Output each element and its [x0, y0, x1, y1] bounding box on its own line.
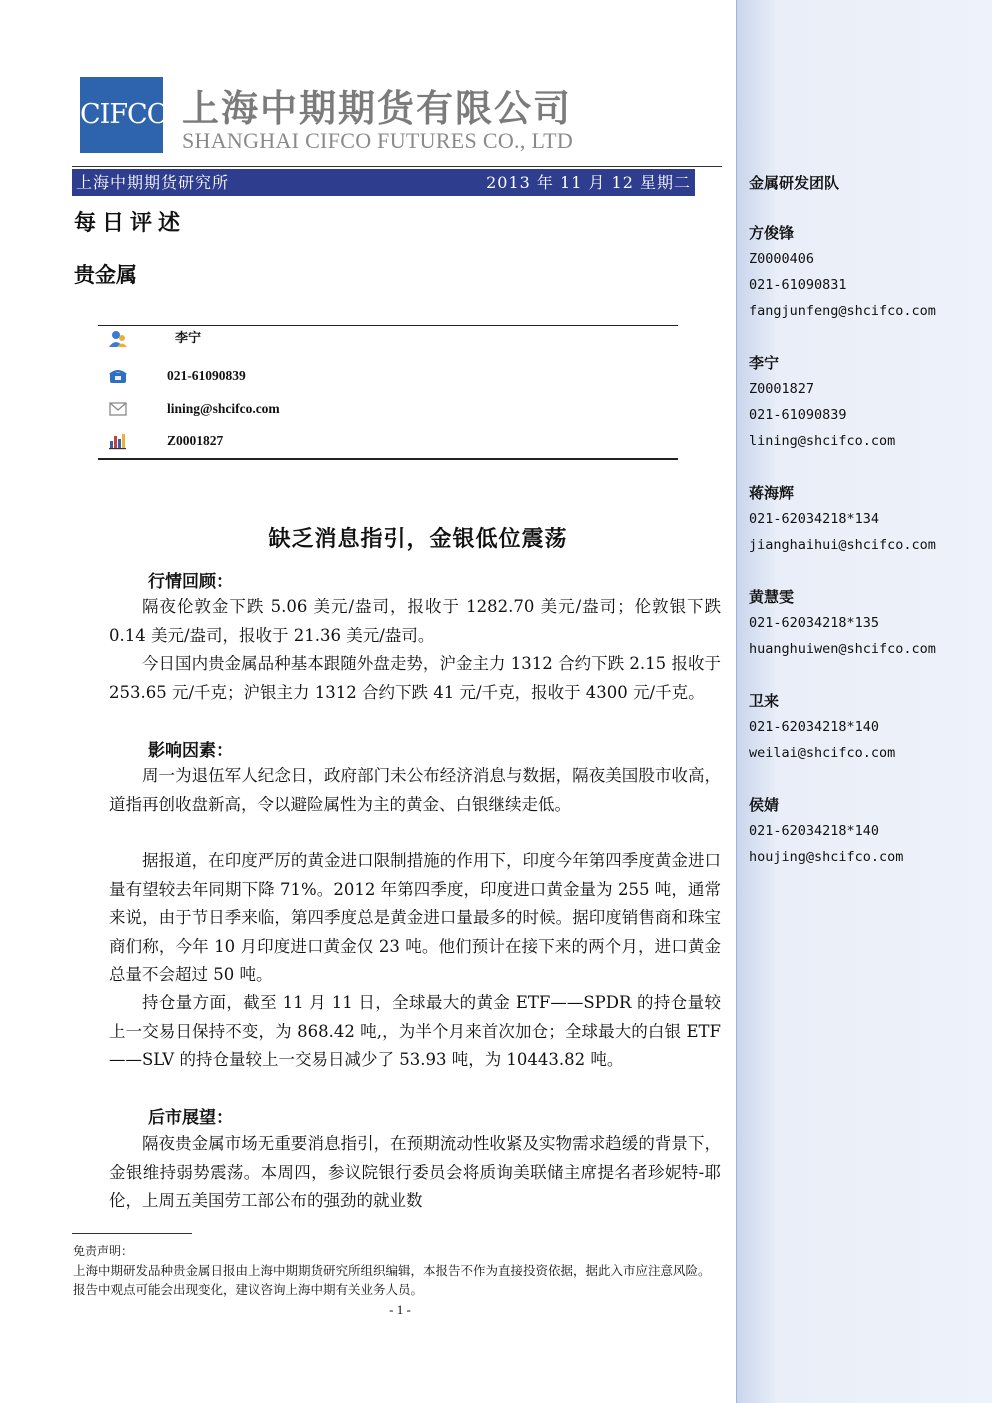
footer-divider	[72, 1233, 192, 1234]
header-divider	[72, 166, 722, 167]
member-email[interactable]: huanghuiwen@shcifco.com	[749, 641, 936, 657]
section-heading-review: 行情回顾：	[148, 572, 233, 592]
member-license: Z0000406	[749, 251, 815, 267]
member-name: 侯婧	[749, 796, 780, 814]
member-email[interactable]: lining@shcifco.com	[749, 433, 896, 449]
phone-icon	[108, 367, 128, 385]
company-name-en: SHANGHAI CIFCO FUTURES CO., LTD	[182, 128, 574, 153]
member-name: 李宁	[749, 354, 780, 372]
member-phone: 021-62034218*140	[749, 719, 880, 735]
member-name: 黄慧雯	[749, 588, 795, 606]
institute-bar	[72, 169, 695, 196]
member-phone: 021-61090831	[749, 277, 847, 293]
author-name: 李宁	[175, 331, 202, 346]
member-email[interactable]: weilai@shcifco.com	[749, 745, 896, 761]
section-heading-factors: 影响因素：	[148, 741, 233, 761]
team-member	[749, 480, 936, 558]
paragraph-review-1: 隔夜伦敦金下跌 5.06 美元/盎司，报收于 1282.70 美元/盎司；伦敦银下跌 0.14 美元/盎司，报收于 21.36 美元/盎司。	[109, 597, 721, 645]
person-icon	[108, 330, 128, 348]
paragraph-review-2: 今日国内贵金属品种基本跟随外盘走势，沪金主力 1312 合约下跌 2.15 报收于 253.65 元/千克；沪银主力 1312 合约下跌 41 元/千克，报收于 4300 元/千克。	[109, 654, 721, 702]
team-member	[749, 584, 936, 662]
member-email[interactable]: jianghaihui@shcifco.com	[749, 537, 936, 553]
author-email[interactable]: lining@shcifco.com	[167, 401, 280, 416]
page-number: - 1 -	[389, 1302, 411, 1317]
member-phone: 021-62034218*135	[749, 615, 880, 631]
paragraph-factors-1: 周一为退伍军人纪念日，政府部门未公布经济消息与数据，隔夜美国股市收高，道指再创收盘新高，令以避险属性为主的黄金、白银继续走低。	[109, 766, 721, 814]
member-phone: 021-61090839	[749, 407, 847, 423]
institute-name: 上海中期期货研究所	[76, 173, 230, 192]
author-box-bottom-rule	[98, 458, 678, 460]
member-license: Z0001827	[749, 381, 815, 397]
member-phone: 021-62034218*134	[749, 511, 880, 527]
team-member	[749, 220, 936, 324]
team-member	[749, 792, 903, 870]
section-heading-outlook: 后市展望：	[148, 1108, 233, 1128]
member-email[interactable]: fangjunfeng@shcifco.com	[749, 303, 936, 319]
paragraph-factors-3: 持仓量方面，截至 11 月 11 日，全球最大的黄金 ETF——SPDR 的持仓量较上一交易日保持不变，为 868.42 吨,，为半个月来首次加仓；全球最大的白银 ETF——SLV 的持仓量较上一交易日减少了 53.93 吨，为 10443.82 吨。	[109, 993, 721, 1069]
company-logo: CIFCO	[80, 77, 163, 153]
report-date: 2013 年 11 月 12 星期二	[486, 173, 691, 192]
member-name: 卫来	[749, 692, 780, 710]
chart-icon	[108, 432, 128, 450]
paragraph-outlook-1: 隔夜贵金属市场无重要消息指引，在预期流动性收紧及实物需求趋缓的背景下，金银维持弱势震荡。本周四，参议院银行委员会将质询美联储主席提名者珍妮特-耶伦，上周五美国劳工部公布的强劲的就业数	[109, 1134, 721, 1210]
company-name-cn: 上海中期期货有限公司	[182, 87, 572, 130]
team-title: 金属研发团队	[749, 174, 840, 192]
author-license: Z0001827	[167, 433, 224, 448]
disclaimer-label: 免责声明：	[73, 1244, 134, 1258]
disclaimer-text: 上海中期研发品种贵金属日报由上海中期期货研究所组织编辑，本报告不作为直接投资依据，据此入市应注意风险。报告中观点可能会出现变化，建议咨询上海中期有关业务人员。	[73, 1263, 711, 1297]
team-member	[749, 688, 895, 766]
author-box-top-rule	[98, 325, 678, 326]
member-name: 方俊锋	[749, 224, 795, 242]
member-phone: 021-62034218*140	[749, 823, 880, 839]
report-type: 每日评述	[74, 210, 187, 236]
article-headline: 缺乏消息指引，金银低位震荡	[268, 526, 568, 552]
author-phone: 021-61090839	[167, 368, 246, 383]
member-email[interactable]: houjing@shcifco.com	[749, 849, 904, 865]
paragraph-factors-2: 据报道，在印度严厉的黄金进口限制措施的作用下，印度今年第四季度黄金进口量有望较去年同期下降 71%。2012 年第四季度，印度进口黄金量为 255 吨，通常来说，由于节日季来临，第四季度总是黄金进口量最多的时候。据印度销售商和珠宝商们称，今年 10 月印度进口黄金仅 23 吨。他们预计在接下来的两个月，进口黄金总量不会超过 50 吨。	[109, 851, 721, 984]
team-member	[749, 350, 895, 454]
mail-icon	[108, 400, 128, 418]
research-team-sidebar	[736, 0, 992, 1403]
report-category: 贵金属	[74, 262, 137, 287]
member-name: 蒋海辉	[749, 484, 795, 502]
